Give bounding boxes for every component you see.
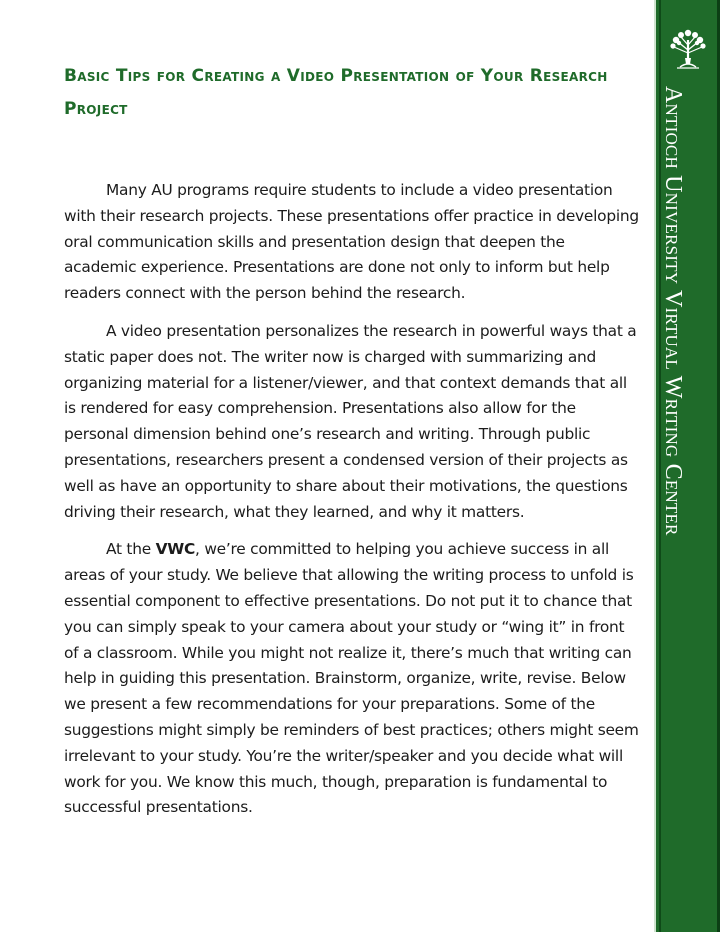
paragraph-1: Many AU programs require students to include a video presentation with their research projects. These presentations offer practice in developing oral communication skills and presentation design that deepen the academic experience. Presentations are done not only to inform but help readers connect with the person behind the research. xyxy=(64,181,639,303)
sidebar-edge-highlight xyxy=(654,0,656,932)
tree-icon xyxy=(668,28,708,70)
vwc-emphasis: VWC xyxy=(155,540,196,559)
document-title: Basic Tips for Creating a Video Presentation of Your Research Project xyxy=(64,66,608,119)
paragraph-3 xyxy=(64,537,640,821)
paragraph-2: A video presentation personalizes the research in powerful ways that a static paper does not. The writer now is charged with summarizing and organizing material for a listener/viewer, and that context demands that all is rendered for easy comprehension. Presentations also allow for the personal dimension behind one’s research and writing. Through public presentations, researchers present a condensed version of their projects as well as have an opportunity to share about their motivations, the questions driving their research, what they learned, and why it matters. xyxy=(64,321,637,521)
paragraph-3-lead: At the xyxy=(106,540,156,559)
sidebar-org-name: Antioch University Virtual Writing Center xyxy=(660,86,686,536)
document-body xyxy=(64,178,640,833)
paragraph-3-text: , we’re committed to helping you achieve success in all areas of your study. We believe that allowing the writing process to unfold is essential component to effective presentations. Do not put it to chance that you can simply speak to your camera about your study or “wing it” in front of a classroom. While you might not realize it, there’s much that writing can help in guiding this presentation. Brainstorm, organize, write, revise. Below we present a few recommendations for your preparations. Some of the suggestions might simply be reminders of best practices; others might seem irrelevant to your study. You’re the writer/speaker and you decide what will work for you. We know this much, though, preparation is fundamental to successful presentations. xyxy=(64,540,639,817)
